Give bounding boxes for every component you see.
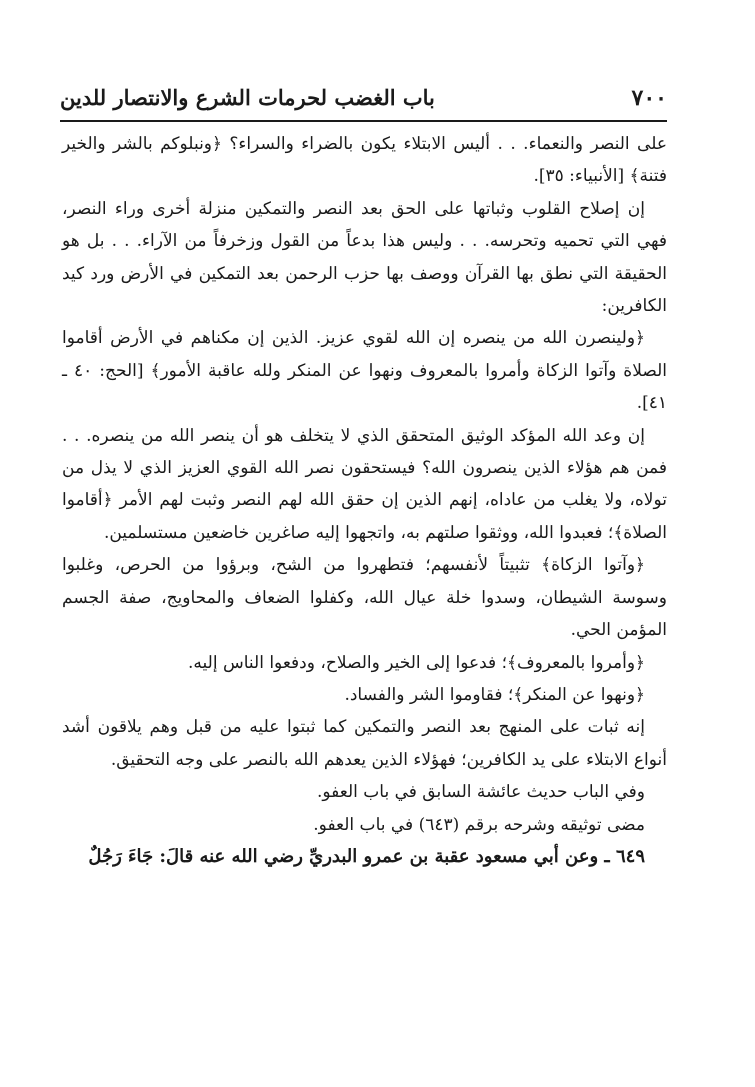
- hadith-text: ـ وعن أبي مسعود عقبة بن عمرو البدريِّ رضي الله عنه قالَ: جَاءَ رَجُلٌ: [88, 845, 610, 867]
- quran-quote-paragraph: ﴿ولينصرن الله من ينصره إن الله لقوي عزيز. الذين إن مكناهم في الأرض أقاموا الصلاة وآتوا الزكاة وأمروا بالمعروف ونهوا عن المنكر ولله عاقبة الأمور﴾ [الحج: ٤٠ ـ ٤١].: [62, 328, 667, 414]
- paragraph: مضى توثيقه وشرحه برقم (٦٤٣) في باب العفو.: [313, 814, 645, 835]
- page-number: ٧٠٠: [631, 85, 667, 111]
- hadith-heading: [62, 841, 667, 873]
- header-rule: [60, 120, 667, 122]
- body-text: [62, 128, 667, 873]
- paragraph: ﴿وآتوا الزكاة﴾ تثبيتاً لأنفسهم؛ فتطهروا من الشح، وبرؤوا من الحرص، وغلبوا وسوسة الشيطان، وسدوا خلة عيال الله، وكفلوا الضعاف والمحاويج، صفة الجسم المؤمن الحي.: [62, 555, 667, 641]
- paragraph: إنه ثبات على المنهج بعد النصر والتمكين كما ثبتوا عليه من قبل وهم يلاقون أشد أنواع الابتلاء على يد الكافرين؛ فهؤلاء الذين يعدهم الله بالنصر على وجه التحقيق.: [62, 717, 667, 770]
- paragraph: ﴿وأمروا بالمعروف﴾؛ فدعوا إلى الخير والصلاح، ودفعوا الناس إليه.: [188, 652, 645, 673]
- paragraph: إن إصلاح القلوب وثباتها على الحق بعد النصر والتمكين منزلة أخرى وراء النصر، فهي التي تحميه وتحرسه. . . وليس هذا بدعاً من القول وزخرفاً من الآراء. . . بل هو الحقيقة التي نطق بها القرآن ووصف بها حزب الرحمن بعد التمكين في الأرض ورد كيد الكافرين:: [62, 198, 667, 317]
- paragraph: إن وعد الله المؤكد الوثيق المتحقق الذي لا يتخلف هو أن ينصر الله من ينصره. . . فمن هم هؤلاء الذين ينصرون الله؟ فيستحقون نصر الله القوي العزيز الذي لا يذل من تولاه، ولا يغلب من عاداه، إنهم الذين إن حقق الله لهم النصر وثبت لهم الأمر ﴿أقاموا الصلاة﴾؛ فعبدوا الله، ووثقوا صلتهم به، واتجهوا إليه صاغرين خاضعين مستسلمين.: [62, 425, 667, 543]
- running-title: باب الغضب لحرمات الشرع والانتصار للدين: [60, 85, 435, 110]
- paragraph: على النصر والنعماء. . . أليس الابتلاء يكون بالضراء والسراء؟ ﴿ونبلوكم بالشر والخير فتنة﴾ [الأنبياء: ٣٥].: [62, 134, 667, 187]
- hadith-number: ٦٤٩: [615, 845, 645, 867]
- page-header: [60, 82, 667, 118]
- paragraph: وفي الباب حديث عائشة السابق في باب العفو.: [317, 782, 645, 803]
- paragraph: ﴿ونهوا عن المنكر﴾؛ فقاوموا الشر والفساد.: [344, 684, 645, 705]
